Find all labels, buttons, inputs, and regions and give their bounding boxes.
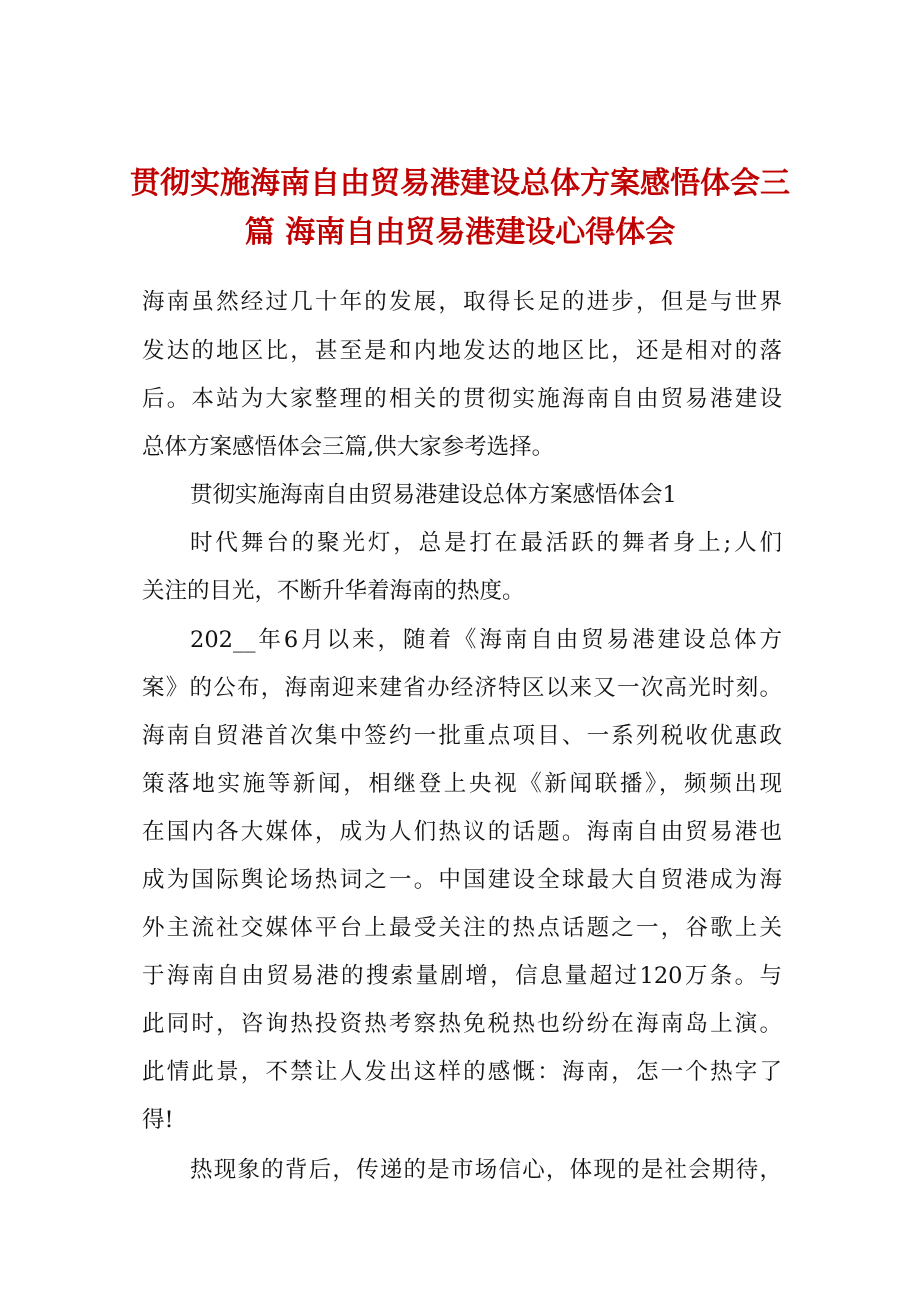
paragraph-1-line-1: 时代舞台的聚光灯，总是打在最活跃的舞者身上;人们 [190,530,782,556]
paragraph-2-line-4: 策落地实施等新闻，相继登上央视《新闻联播》，频频出现 [142,771,782,797]
paragraph-2-line-3: 海南自贸港首次集中签约一批重点项目、一系列税收优惠政 [142,723,782,749]
paragraph-2-line-6: 成为国际舆论场热词之一。中国建设全球最大自贸港成为海 [142,867,782,893]
section-heading-1: 贯彻实施海南自由贸易港建设总体方案感悟体会1 [190,482,677,508]
paragraph-2-line-5: 在国内各大媒体，成为人们热议的话题。海南自由贸易港也 [142,819,782,845]
paragraph-2-line-11: 得! [142,1107,174,1133]
paragraph-2-line-2: 案》的公布，海南迎来建省办经济特区以来又一次高光时刻。 [142,675,782,701]
document-title-line-2: 篇 海南自由贸易港建设心得体会 [244,215,676,250]
paragraph-2-line-8: 于海南自由贸易港的搜索量剧增，信息量超过120万条。与 [142,963,782,989]
paragraph-2-line-7: 外主流社交媒体平台上最受关注的热点话题之一，谷歌上关 [142,915,782,941]
paragraph-2-line-1: 202__年6月以来，随着《海南自由贸易港建设总体方 [190,627,782,653]
document-title-line-1: 贯彻实施海南自由贸易港建设总体方案感悟体会三 [130,166,790,201]
paragraph-2-line-10: 此情此景，不禁让人发出这样的感慨：海南，怎一个热字了 [142,1059,782,1085]
paragraph-3-line-1: 热现象的背后，传递的是市场信心，体现的是社会期待， [190,1157,782,1183]
intro-line-2: 发达的地区比，甚至是和内地发达的地区比，还是相对的落 [142,338,782,364]
paragraph-1-line-2: 关注的目光，不断升华着海南的热度。 [142,578,525,604]
paragraph-2-line-9: 此同时，咨询热投资热考察热免税热也纷纷在海南岛上演。 [142,1011,782,1037]
intro-line-4: 总体方案感悟体会三篇,供大家参考选择。 [142,434,555,460]
intro-line-3: 后。本站为大家整理的相关的贯彻实施海南自由贸易港建设 [142,386,782,412]
intro-line-1: 海南虽然经过几十年的发展，取得长足的进步，但是与世界 [142,289,782,315]
